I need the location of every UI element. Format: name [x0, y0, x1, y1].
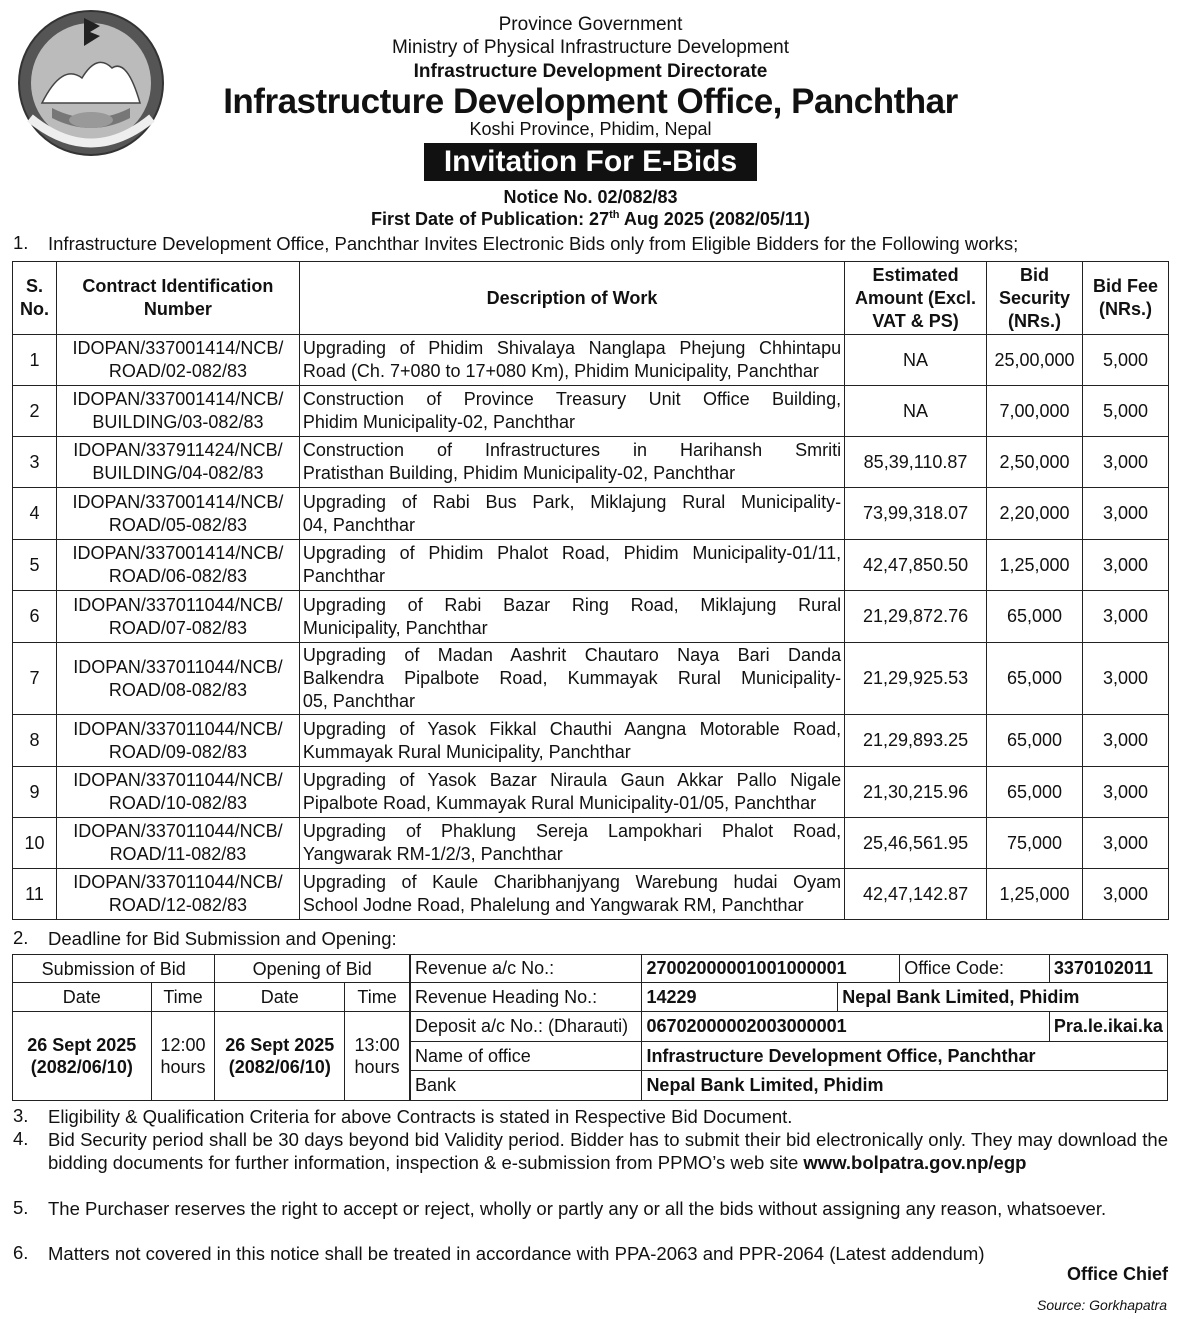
bank-value: Nepal Bank Limited, Phidim: [642, 1071, 1168, 1101]
cell-contract-id: IDOPAN/337011044/NCB/ ROAD/11-082/83: [56, 818, 299, 869]
opening-date-header: Date: [215, 983, 345, 1012]
col-header-bid-security: Bid Security (NRs.): [987, 262, 1083, 335]
cell-contract-id: IDOPAN/337011044/NCB/ ROAD/12-082/83: [56, 869, 299, 920]
office-name-value: Infrastructure Development Office, Panchthar: [642, 1042, 1168, 1071]
item-1-text: Infrastructure Development Office, Panchthar Invites Electronic Bids only from Eligible Bidders for the Following works;: [48, 233, 1019, 254]
cell-bid-security: 7,00,000: [987, 386, 1083, 437]
account-details-table: [410, 954, 1168, 1101]
bolpatra-link[interactable]: www.bolpatra.gov.np/egp: [803, 1152, 1027, 1173]
directorate-line: Infrastructure Development Directorate: [413, 61, 768, 82]
cell-contract-id: IDOPAN/337001414/NCB/ ROAD/02-082/83: [56, 335, 299, 386]
cell-bid-fee: 3,000: [1083, 591, 1169, 643]
table-row: [13, 437, 1169, 488]
cell-sn: 6: [13, 591, 57, 643]
cell-contract-id: IDOPAN/337011044/NCB/ ROAD/09-082/83: [56, 715, 299, 767]
cell-bid-fee: 3,000: [1083, 767, 1169, 818]
cell-bid-security: 2,20,000: [987, 488, 1083, 540]
cell-contract-id: IDOPAN/337001414/NCB/ BUILDING/03-082/83: [56, 386, 299, 437]
office-code-value: 3370102011: [1049, 955, 1167, 983]
deposit-ac-value: 06702000002003000001: [642, 1012, 1049, 1042]
cell-estimated-amount: 21,29,872.76: [845, 591, 987, 643]
cell-description: Upgrading of Madan Aashrit Chautaro Naya Bari Danda Balkendra Pipalbote Road, Kummayak Rural Municipality- 05, Panchthar: [299, 643, 844, 715]
table-row: [13, 715, 1169, 767]
cell-bid-fee: 3,000: [1083, 488, 1169, 540]
cell-bid-fee: 3,000: [1083, 643, 1169, 715]
cell-sn: 7: [13, 643, 57, 715]
cell-sn: 1: [13, 335, 57, 386]
item-2-text: Deadline for Bid Submission and Opening:: [48, 928, 397, 949]
province-government-line: Province Government: [498, 14, 683, 35]
col-header-description: Description of Work: [299, 262, 844, 335]
revenue-heading-label: Revenue Heading No.:: [411, 983, 642, 1012]
notice-number: Notice No. 02/082/83: [503, 187, 678, 207]
bid-schedule-table: [12, 954, 410, 1101]
revenue-ac-label: Revenue a/c No.:: [411, 955, 642, 983]
col-header-estimated-amount: Estimated Amount (Excl. VAT & PS): [845, 262, 987, 335]
deposit-code: Pra.le.ikai.ka: [1049, 1012, 1167, 1042]
cell-description: Upgrading of Yasok Fikkal Chauthi Aangna Motorable Road, Kummayak Rural Municipality, Panchthar: [299, 715, 844, 767]
submission-time-header: Time: [151, 983, 215, 1012]
cell-description: Upgrading of Phidim Phalot Road, Phidim Municipality-01/11, Panchthar: [299, 540, 844, 591]
cell-bid-security: 1,25,000: [987, 869, 1083, 920]
item-3-number: 3.: [13, 1105, 29, 1126]
table-row: [13, 869, 1169, 920]
cell-sn: 2: [13, 386, 57, 437]
col-header-sn: S. No.: [13, 262, 57, 335]
submission-date: 26 Sept 2025 (2082/06/10): [13, 1012, 152, 1101]
cell-bid-fee: 5,000: [1083, 386, 1169, 437]
cell-estimated-amount: 85,39,110.87: [845, 437, 987, 488]
cell-description: Upgrading of Rabi Bazar Ring Road, Miklajung Rural Municipality, Panchthar: [299, 591, 844, 643]
revenue-heading-value: 14229: [642, 983, 838, 1012]
cell-contract-id: IDOPAN/337001414/NCB/ ROAD/06-082/83: [56, 540, 299, 591]
bank-label: Bank: [411, 1071, 642, 1101]
opening-time: 13:00 hours: [345, 1012, 410, 1101]
cell-bid-security: 65,000: [987, 715, 1083, 767]
cell-sn: 11: [13, 869, 57, 920]
cell-bid-fee: 5,000: [1083, 335, 1169, 386]
cell-description: Upgrading of Phidim Shivalaya Nanglapa Phejung Chhintapu Road (Ch. 7+080 to 17+080 Km), Phidim Municipality, Panchthar: [299, 335, 844, 386]
col-header-contract-id: Contract Identification Number: [56, 262, 299, 335]
item-5-text: The Purchaser reserves the right to accept or reject, wholly or partly any or all the bids without assigning any reason, whatsoever.: [48, 1198, 1107, 1219]
cell-description: Upgrading of Kaule Charibhanjyang Warebung hudai Oyam School Jodne Road, Phalelung and Yangwarak RM, Panchthar: [299, 869, 844, 920]
cell-description: Upgrading of Yasok Bazar Niraula Gaun Akkar Pallo Nigale Pipalbote Road, Kummayak Rural Municipality-01/05, Panchthar: [299, 767, 844, 818]
submission-header: Submission of Bid: [13, 955, 215, 983]
cell-estimated-amount: 25,46,561.95: [845, 818, 987, 869]
cell-bid-security: 75,000: [987, 818, 1083, 869]
cell-bid-fee: 3,000: [1083, 869, 1169, 920]
cell-estimated-amount: NA: [845, 386, 987, 437]
item-6-number: 6.: [13, 1242, 29, 1263]
cell-estimated-amount: 73,99,318.07: [845, 488, 987, 540]
deposit-ac-label: Deposit a/c No.: (Dharauti): [411, 1012, 642, 1042]
cell-sn: 10: [13, 818, 57, 869]
cell-estimated-amount: 42,47,142.87: [845, 869, 987, 920]
cell-bid-security: 1,25,000: [987, 540, 1083, 591]
item-3-text: Eligibility & Qualification Criteria for above Contracts is stated in Respective Bid Document.: [48, 1106, 793, 1127]
ministry-line: Ministry of Physical Infrastructure Development: [391, 37, 790, 58]
office-address: Koshi Province, Phidim, Nepal: [469, 119, 712, 139]
cell-contract-id: IDOPAN/337911424/NCB/ BUILDING/04-082/83: [56, 437, 299, 488]
cell-bid-fee: 3,000: [1083, 540, 1169, 591]
source-credit: Source: Gorkhapatra: [1037, 1297, 1167, 1313]
table-row: [13, 335, 1169, 386]
cell-estimated-amount: NA: [845, 335, 987, 386]
table-row: [13, 488, 1169, 540]
cell-bid-security: 65,000: [987, 767, 1083, 818]
office-title: Infrastructure Development Office, Panchthar: [223, 82, 958, 121]
cell-bid-fee: 3,000: [1083, 715, 1169, 767]
item-6-text: Matters not covered in this notice shall be treated in accordance with PPA-2063 and PPR-2064 (Latest addendum): [48, 1243, 985, 1264]
invitation-banner: Invitation For E-Bids: [424, 143, 757, 181]
office-name-label: Name of office: [411, 1042, 642, 1071]
cell-sn: 3: [13, 437, 57, 488]
cell-sn: 8: [13, 715, 57, 767]
cell-estimated-amount: 42,47,850.50: [845, 540, 987, 591]
table-row: [13, 818, 1169, 869]
col-header-bid-fee: Bid Fee (NRs.): [1083, 262, 1169, 335]
item-4-text: Bid Security period shall be 30 days beyond bid Validity period. Bidder has to submit their bid electronically only. They may download the bidding documents for further information, inspection & e-submission from PPMO’s web site www.bolpatra.gov.np/egp: [48, 1129, 1168, 1173]
cell-contract-id: IDOPAN/337011044/NCB/ ROAD/08-082/83: [56, 643, 299, 715]
works-table: [12, 261, 1169, 920]
opening-date: 26 Sept 2025 (2082/06/10): [215, 1012, 345, 1101]
cell-estimated-amount: 21,29,893.25: [845, 715, 987, 767]
cell-sn: 9: [13, 767, 57, 818]
cell-estimated-amount: 21,29,925.53: [845, 643, 987, 715]
cell-bid-fee: 3,000: [1083, 437, 1169, 488]
item-2-number: 2.: [13, 927, 29, 948]
publication-date: First Date of Publication: 27th Aug 2025 (2082/05/11): [371, 209, 810, 229]
item-1-number: 1.: [13, 232, 29, 253]
opening-header: Opening of Bid: [215, 955, 410, 983]
table-row: [13, 591, 1169, 643]
cell-description: Upgrading of Phaklung Sereja Lampokhari Phalot Road, Yangwarak RM-1/2/3, Panchthar: [299, 818, 844, 869]
signoff: Office Chief: [1066, 1264, 1168, 1284]
cell-contract-id: IDOPAN/337001414/NCB/ ROAD/05-082/83: [56, 488, 299, 540]
cell-bid-security: 2,50,000: [987, 437, 1083, 488]
cell-contract-id: IDOPAN/337011044/NCB/ ROAD/10-082/83: [56, 767, 299, 818]
cell-description: Upgrading of Rabi Bus Park, Miklajung Rural Municipality- 04, Panchthar: [299, 488, 844, 540]
submission-time: 12:00 hours: [151, 1012, 215, 1101]
office-code-label: Office Code:: [900, 955, 1050, 983]
table-row: [13, 386, 1169, 437]
table-row: [13, 643, 1169, 715]
revenue-bank: Nepal Bank Limited, Phidim: [838, 983, 1168, 1012]
cell-estimated-amount: 21,30,215.96: [845, 767, 987, 818]
table-row: [13, 767, 1169, 818]
cell-bid-security: 65,000: [987, 591, 1083, 643]
item-5-number: 5.: [13, 1197, 29, 1218]
cell-sn: 5: [13, 540, 57, 591]
revenue-ac-value: 27002000001001000001: [642, 955, 900, 983]
submission-date-header: Date: [13, 983, 152, 1012]
cell-bid-security: 65,000: [987, 643, 1083, 715]
cell-description: Construction of Infrastructures in Harihansh Smriti Pratisthan Building, Phidim Municipality-02, Panchthar: [299, 437, 844, 488]
cell-bid-fee: 3,000: [1083, 818, 1169, 869]
cell-description: Construction of Province Treasury Unit Office Building, Phidim Municipality-02, Panchthar: [299, 386, 844, 437]
cell-sn: 4: [13, 488, 57, 540]
cell-contract-id: IDOPAN/337011044/NCB/ ROAD/07-082/83: [56, 591, 299, 643]
opening-time-header: Time: [345, 983, 410, 1012]
table-row: [13, 540, 1169, 591]
cell-bid-security: 25,00,000: [987, 335, 1083, 386]
item-4-number: 4.: [13, 1128, 29, 1149]
